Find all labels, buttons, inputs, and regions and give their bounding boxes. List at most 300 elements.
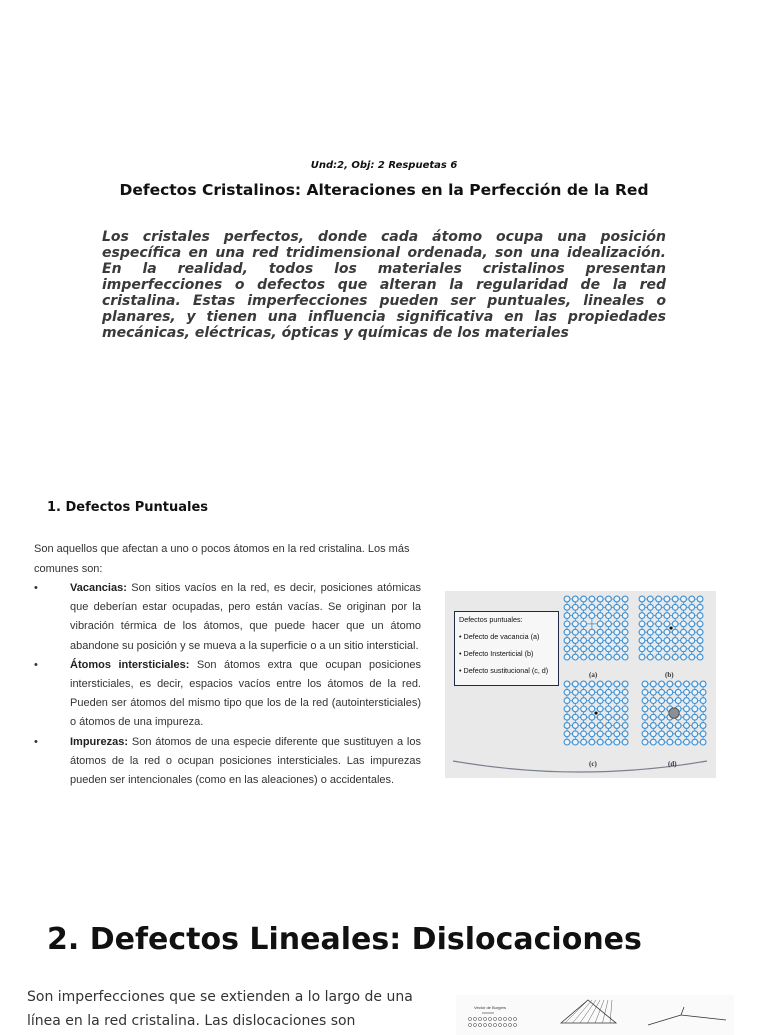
text-intersticiales: Son átomos extra que ocupan posiciones intersticiales, es decir, espacios vacíos entre los átomos de la red. Pueden ser átomos del mismo tipo que los de la red (autointersticiales) o átomos de una impureza. [70,658,422,729]
lattice-atom [689,604,695,610]
dislocation-diagrams [456,995,734,1035]
lattice-atom [614,604,620,610]
lattice-atom [697,613,703,619]
point-defects-list [34,579,421,790]
lattice-atom [664,654,670,660]
lattice-atom [650,698,656,704]
lattice-atom [622,698,628,704]
lattice-atom [684,698,690,704]
edge-dislocation-sketch [468,1017,516,1026]
lattice-atom [597,646,603,652]
lattice-atom [564,638,570,644]
lattice-atom [606,654,612,660]
lattice-atom [659,689,665,695]
list-item-intersticiales [34,656,421,733]
lattice-atom [597,706,603,712]
lattice-atom [606,723,612,729]
term-impurezas: Impurezas: [70,735,129,748]
lattice-atom [672,604,678,610]
lattice-atom [572,596,578,602]
lattice-atom [675,698,681,704]
lattice-atom [684,681,690,687]
lattice-atom [606,596,612,602]
section1-intro: Son aquellos que afectan a uno o pocos átomos en la red cristalina. Los más comunes son: [34,543,410,575]
section1-heading: 1. Defectos Puntuales [47,500,208,515]
lattice-atom [606,706,612,712]
lattice-atom [664,629,670,635]
figure-legend [454,611,559,686]
lattice-atom [622,706,628,712]
lattice-atom [650,731,656,737]
lattice-atom [642,706,648,712]
lattice-atom [581,613,587,619]
lattice-atom [697,638,703,644]
lattice-atom [622,689,628,695]
lattice-atom [700,739,706,745]
lattice-atom [606,681,612,687]
lattice-panel-b [639,596,703,660]
lattice-atom [503,1017,506,1020]
lattice-atom [572,723,578,729]
lattice-atom [639,646,645,652]
lattice-atom [656,654,662,660]
lattice-atom [606,714,612,720]
lattice-atom [614,731,620,737]
lattice-atom [681,604,687,610]
lattice-atom [498,1017,501,1020]
legend-item-vacancia: • Defecto de vacancia (a) [459,632,540,641]
lattice-bond [595,1000,604,1023]
lattice-atom [581,739,587,745]
lattice-atom [667,698,673,704]
lattice-atom [689,638,695,644]
lattice-atom [606,629,612,635]
list-item-vacancias [34,579,421,656]
lattice-atom [581,629,587,635]
lattice-atom [684,706,690,712]
lattice-atom [493,1017,496,1020]
lattice-atom [581,731,587,737]
lattice-atom [622,604,628,610]
lattice-atom [664,621,670,627]
lattice-atom [597,739,603,745]
lattice-atom [614,723,620,729]
defect-atom [594,711,597,714]
panel-label-b: (b) [665,671,674,679]
lattice-atom [697,596,703,602]
lattice-atom [667,739,673,745]
lattice-atom [614,689,620,695]
lattice-atom [614,621,620,627]
dislocation-figure [456,995,734,1035]
lattice-atom [597,654,603,660]
lattice-atom [564,731,570,737]
lattice-atom [664,613,670,619]
lattice-atom [468,1017,471,1020]
lattice-atom [642,681,648,687]
lattice-atom [647,604,653,610]
lattice-atom [581,654,587,660]
lattice-atom [581,714,587,720]
lattice-atom [622,596,628,602]
lattice-atom [656,604,662,610]
lattice-atom [597,604,603,610]
legend-title: Defectos puntuales: [459,615,523,624]
lattice-atom [622,714,628,720]
lattice-atom [650,723,656,729]
lattice-atom [667,681,673,687]
lattice-atom [572,739,578,745]
bullet-marker: • [34,735,38,748]
lattice-atom [692,731,698,737]
lattice-atom [622,681,628,687]
lattice-atom [581,698,587,704]
lattice-atom [622,723,628,729]
lattice-atom [700,731,706,737]
lattice-atom [478,1017,481,1020]
lattice-atom [639,654,645,660]
lattice-atom [656,646,662,652]
lattice-atom [622,629,628,635]
lattice-atom [589,646,595,652]
lattice-atom [672,629,678,635]
lattice-atom [589,723,595,729]
lattice-atom [684,731,690,737]
lattice-atom [614,739,620,745]
lattice-atom [572,698,578,704]
lattice-atom [572,654,578,660]
lattice-atom [664,646,670,652]
lattice-atom [647,621,653,627]
lattice-atom [488,1017,491,1020]
lattice-atom [589,596,595,602]
lattice-atom [581,706,587,712]
lattice-atom [650,714,656,720]
lattice-atom [564,739,570,745]
lattice-atom [692,681,698,687]
lattice-atom [692,689,698,695]
lattice-atom [614,681,620,687]
lattice-atom [622,638,628,644]
lattice-atom [689,621,695,627]
lattice-atom [689,613,695,619]
lattice-atom [597,714,603,720]
lattice-atom [597,596,603,602]
lattice-atom [572,621,578,627]
term-vacancias: Vacancias: [70,582,127,594]
lattice-atom [664,638,670,644]
lattice-atom [597,613,603,619]
panel-label-c: (c) [589,760,597,768]
lattice-bond [603,1000,609,1023]
term-intersticiales: Átomos intersticiales: [70,658,190,671]
lattice-atom [700,706,706,712]
lattice-atom [606,646,612,652]
lattice-atom [614,698,620,704]
lattice-atom [513,1017,516,1020]
defect-atom [669,626,672,629]
lattice-atom [581,604,587,610]
intro-paragraph: Los cristales perfectos, donde cada átomo ocupa una posición específica en una red tridimensional ordenada, son una idealización. En la realidad, todos los materiales cristalinos presentan imperfecciones o defectos que alteran la regularidad de la red cristalina. Estas imperfecciones pueden ser puntuales, lineales o planares, y tienen una influencia significativa en las propiedades mecánicas, eléctricas, ópticas y químicas de los materiales [102,229,666,341]
lattice-atom [681,638,687,644]
lattice-atom [614,714,620,720]
lattice-atom [606,731,612,737]
lattice-atom [650,681,656,687]
lattice-atom [483,1017,486,1020]
lattice-atom [589,706,595,712]
lattice-atom [647,638,653,644]
lattice-atom [581,723,587,729]
lattice-atom [614,638,620,644]
lattice-atom [622,739,628,745]
lattice-atom [647,629,653,635]
header-reference: Und:2, Obj: 2 Respuetas 6 [310,160,458,171]
lattice-atom [659,731,665,737]
lattice-atom [614,629,620,635]
lattice-atom [681,654,687,660]
lattice-atom [606,638,612,644]
lattice-atom [664,604,670,610]
lattice-atom [697,654,703,660]
lattice-atom [697,646,703,652]
lattice-atom [597,621,603,627]
lattice-atom [564,604,570,610]
lattice-atom [564,706,570,712]
lattice-atom [572,629,578,635]
lattice-atom [589,604,595,610]
lattice-atom [639,604,645,610]
lattice-atom [581,646,587,652]
lattice-atom [572,714,578,720]
document-title: Defectos Cristalinos: Alteraciones en la Perfección de la Red [119,181,649,199]
lattice-atom [606,604,612,610]
lattice-atom [672,654,678,660]
lattice-panel-d [642,681,706,745]
lattice-atom [689,646,695,652]
lattice-atom [614,646,620,652]
lattice-atom [650,689,656,695]
lattice-atom [684,689,690,695]
lattice-atom [697,621,703,627]
lattice-atom [672,646,678,652]
lattice-atom [692,723,698,729]
lattice-atom [659,698,665,704]
lattice-atom [659,723,665,729]
burgers-vector-label: Vector de Burgers [474,1005,507,1010]
lattice-atom [672,621,678,627]
lattice-atom [597,723,603,729]
lattice-atom [589,629,595,635]
lattice-atom [564,723,570,729]
lattice-atom [667,723,673,729]
section2-body: Son imperfecciones que se extienden a lo largo de una línea en la red cristalina. Las dislocaciones son [27,989,413,1029]
lattice-atom [692,714,698,720]
mixed-dislocation-line [681,1007,684,1015]
lattice-atom [614,706,620,712]
lattice-atom [647,646,653,652]
lattice-atom [642,731,648,737]
lattice-atom [572,706,578,712]
lattice-atom [672,638,678,644]
lattice-atom [647,596,653,602]
lattice-atom [642,689,648,695]
screw-dislocation-grid [565,1000,612,1023]
lattice-atom [597,689,603,695]
lattice-atom [606,689,612,695]
lattice-atom [572,681,578,687]
lattice-atom [564,621,570,627]
lattice-atom [622,646,628,652]
lattice-atom [689,654,695,660]
lattice-atom [681,646,687,652]
lattice-atom [656,596,662,602]
lattice-atom [642,698,648,704]
lattice-atom [572,646,578,652]
lattice-atom [581,621,587,627]
lattice-atom [564,629,570,635]
lattice-atom [581,638,587,644]
lattice-atom [681,629,687,635]
lattice-atom [597,638,603,644]
lattice-atom [697,629,703,635]
lattice-atom [656,638,662,644]
lattice-atom [589,638,595,644]
lattice-atom [589,689,595,695]
section2-heading: 2. Defectos Lineales: Dislocaciones [47,922,642,957]
lattice-atom [564,714,570,720]
lattice-atom [675,739,681,745]
lattice-bond [565,1000,588,1023]
lattice-atom [667,689,673,695]
lattice-atom [572,638,578,644]
lattice-atom [589,739,595,745]
lattice-atom [689,629,695,635]
lattice-atom [639,621,645,627]
defect-atom [669,708,679,718]
list-item-impurezas [34,733,421,791]
lattice-atom [622,621,628,627]
lattice-atom [622,731,628,737]
lattice-atom [659,706,665,712]
lattice-atom [675,689,681,695]
lattice-atom [597,681,603,687]
lattice-atom [622,654,628,660]
lattice-atom [700,681,706,687]
legend-item-sustitucional: • Defecto sustitucional (c, d) [459,666,549,675]
lattice-atom [656,629,662,635]
lattice-atom [597,629,603,635]
lattice-atom [681,621,687,627]
lattice-atom [692,739,698,745]
lattice-atom [656,621,662,627]
lattice-atom [639,613,645,619]
lattice-atom [639,629,645,635]
lattice-atom [642,723,648,729]
lattice-panel-c [564,681,628,745]
lattice-atom [650,706,656,712]
lattice-atom [597,698,603,704]
lattice-atom [692,706,698,712]
lattice-atom [647,613,653,619]
lattice-atom [642,739,648,745]
lattice-atom [684,714,690,720]
panel-label-d: (d) [668,760,677,768]
point-defects-figure [445,591,716,778]
lattice-atom [675,731,681,737]
lattice-atom [647,654,653,660]
lattice-atom [589,731,595,737]
lattice-atom [614,613,620,619]
lattice-atom [659,714,665,720]
text-impurezas: Son átomos de una especie diferente que sustituyen a los átomos de la red o ocupan posiciones intersticiales. Las impurezas pueden ser intencionales (como en las aleaciones) o accidentales. [70,735,421,787]
lattice-atom [606,613,612,619]
lattice-atom [572,731,578,737]
lattice-atom [692,698,698,704]
lattice-atom [581,681,587,687]
lattice-atom [684,739,690,745]
lattice-atom [564,596,570,602]
lattice-atom [622,613,628,619]
lattice-atom [581,596,587,602]
lattice-atom [650,739,656,745]
lattice-atom [564,681,570,687]
lattice-atom [656,613,662,619]
lattice-atom [667,731,673,737]
text-vacancias: Son sitios vacíos en la red, es decir, posiciones atómicas que deberían estar ocupadas, pero están vacías. Se originan por la vibración térmica de los átomos, que puede hacer que un átomo abandone su posición y se mueva a la superficie o a un sitio intersticial. [70,582,421,652]
lattice-atom [572,613,578,619]
lattice-atom [681,613,687,619]
lattice-atom [589,613,595,619]
lattice-atom [564,613,570,619]
lattice-atom [672,596,678,602]
lattice-atom [639,638,645,644]
bullet-marker: • [34,658,38,671]
lattice-atom [700,698,706,704]
lattice-atom [700,689,706,695]
lattice-atom [614,654,620,660]
legend-item-intersticial: • Defecto Insterticial (b) [459,649,534,658]
lattice-atom [700,723,706,729]
screw-dislocation-sketch [561,1000,616,1023]
lattice-atom [681,596,687,602]
lattice-atom [606,739,612,745]
lattice-atom [508,1017,511,1020]
lattice-atom [664,596,670,602]
lattice-atom [606,698,612,704]
lattice-atom [700,714,706,720]
lattice-atom [564,646,570,652]
lattice-atom [589,698,595,704]
lattice-atom [639,596,645,602]
lattice-atom [614,596,620,602]
lattice-atom [597,731,603,737]
lattice-atom [564,689,570,695]
lattice-panel-a [564,596,628,660]
lattice-atom [684,723,690,729]
lattice-atom [473,1017,476,1020]
lattice-atom [572,604,578,610]
panel-label-a: (a) [589,671,598,679]
lattice-atom [581,689,587,695]
lattice-atom [589,654,595,660]
bullet-marker: • [34,582,38,594]
lattice-atom [589,714,595,720]
lattice-atom [606,621,612,627]
lattice-atom [572,689,578,695]
lattice-atom [589,681,595,687]
lattice-atom [564,698,570,704]
lattice-atom [564,654,570,660]
